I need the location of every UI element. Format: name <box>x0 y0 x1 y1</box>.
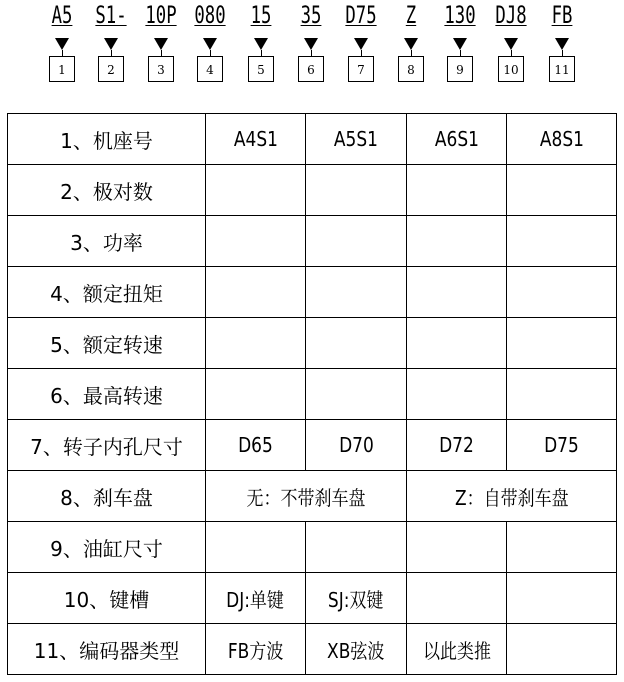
table-cell <box>507 318 617 369</box>
table-cell <box>206 522 306 573</box>
down-arrow-icon <box>254 38 268 50</box>
merged-cell <box>206 471 407 522</box>
table-cell <box>306 267 407 318</box>
table-cell <box>206 114 306 165</box>
spec-table <box>7 113 617 675</box>
merged-cell <box>407 471 617 522</box>
code-text: A5 <box>51 1 73 29</box>
table-cell <box>407 216 507 267</box>
table-cell <box>507 624 617 675</box>
row-label: 6、最高转速 <box>8 369 206 420</box>
row-label: 8、刹车盘 <box>8 471 206 522</box>
table-row <box>8 624 617 675</box>
table-cell <box>507 267 617 318</box>
table-cell <box>407 624 507 675</box>
row-label: 2、极对数 <box>8 165 206 216</box>
table-cell <box>407 369 507 420</box>
table-cell <box>306 420 407 471</box>
table-cell <box>306 114 407 165</box>
down-arrow-icon <box>453 38 467 50</box>
table-cell <box>306 573 407 624</box>
cell-text: FB方波 <box>227 638 284 663</box>
code-segment-6 <box>286 0 336 82</box>
table-cell <box>407 165 507 216</box>
down-arrow-icon <box>354 38 368 50</box>
code-segment-4 <box>185 0 235 82</box>
row-label: 7、转子内孔尺寸 <box>8 420 206 471</box>
table-cell <box>206 165 306 216</box>
table-row <box>8 165 617 216</box>
table-row <box>8 318 617 369</box>
down-arrow-icon <box>555 38 569 50</box>
table-row <box>8 573 617 624</box>
table-cell <box>206 267 306 318</box>
row-label: 3、功率 <box>8 216 206 267</box>
table-cell <box>306 522 407 573</box>
code-text: Z <box>405 1 417 29</box>
table-cell <box>507 165 617 216</box>
cell-text: SJ:双键 <box>328 587 384 612</box>
code-index-box: 3 <box>148 56 174 82</box>
cell-text: D70 <box>338 433 374 457</box>
code-index-box: 9 <box>447 56 473 82</box>
code-segment-2 <box>86 0 136 82</box>
table-cell <box>206 216 306 267</box>
table-cell <box>306 216 407 267</box>
down-arrow-icon <box>504 38 518 50</box>
table-row <box>8 471 617 522</box>
table-row <box>8 216 617 267</box>
code-index-box: 1 <box>49 56 75 82</box>
table-cell <box>507 369 617 420</box>
code-index-box: 5 <box>248 56 274 82</box>
table-cell <box>507 114 617 165</box>
table-cell <box>507 216 617 267</box>
table-cell <box>407 114 507 165</box>
model-code-legend <box>0 0 624 100</box>
table-cell <box>206 624 306 675</box>
code-text: FB <box>551 1 573 29</box>
table-cell <box>407 267 507 318</box>
cell-text: A6S1 <box>434 127 479 151</box>
code-text: S1- <box>95 1 127 29</box>
down-arrow-icon <box>104 38 118 50</box>
code-index-box: 10 <box>498 56 524 82</box>
row-label: 11、编码器类型 <box>8 624 206 675</box>
table-cell <box>206 318 306 369</box>
table-cell <box>407 318 507 369</box>
cell-text: A5S1 <box>333 127 379 151</box>
code-text: D75 <box>345 1 377 29</box>
table-row <box>8 420 617 471</box>
table-cell <box>407 573 507 624</box>
code-segment-11 <box>537 0 587 82</box>
table-row <box>8 114 617 165</box>
code-text: 130 <box>444 1 476 29</box>
cell-text: 以此类推 <box>422 638 491 663</box>
code-segment-5 <box>236 0 286 82</box>
cell-text: D75 <box>544 433 579 457</box>
row-label: 4、额定扭矩 <box>8 267 206 318</box>
table-row <box>8 267 617 318</box>
table-cell <box>306 318 407 369</box>
down-arrow-icon <box>203 38 217 50</box>
down-arrow-icon <box>154 38 168 50</box>
cell-text: 无：不带刹车盘 <box>246 485 366 510</box>
code-text: 15 <box>250 1 272 29</box>
code-segment-8 <box>386 0 436 82</box>
code-text: 35 <box>300 1 322 29</box>
code-index-box: 11 <box>549 56 575 82</box>
cell-text: DJ:单键 <box>226 587 285 612</box>
code-text: 10P <box>145 1 177 29</box>
code-segment-9 <box>435 0 485 82</box>
table-cell <box>206 369 306 420</box>
code-segment-3 <box>136 0 186 82</box>
code-segment-7 <box>336 0 386 82</box>
row-label: 9、油缸尺寸 <box>8 522 206 573</box>
code-segment-10 <box>486 0 536 82</box>
cell-text: D72 <box>439 433 474 457</box>
code-text: 080 <box>194 1 226 29</box>
code-text: DJ8 <box>495 1 527 29</box>
table-cell <box>507 522 617 573</box>
table-cell <box>507 573 617 624</box>
row-label: 10、键槽 <box>8 573 206 624</box>
code-index-box: 4 <box>197 56 223 82</box>
row-label: 1、机座号 <box>8 114 206 165</box>
cell-text: Z：自带刹车盘 <box>454 485 569 510</box>
table-cell <box>407 522 507 573</box>
table-cell <box>306 369 407 420</box>
table-cell <box>206 573 306 624</box>
table-cell <box>306 624 407 675</box>
code-index-box: 6 <box>298 56 324 82</box>
table-row <box>8 522 617 573</box>
table-cell <box>407 420 507 471</box>
table-cell <box>206 420 306 471</box>
down-arrow-icon <box>404 38 418 50</box>
down-arrow-icon <box>304 38 318 50</box>
row-label: 5、额定转速 <box>8 318 206 369</box>
code-index-box: 2 <box>98 56 124 82</box>
cell-text: XB弦波 <box>327 638 385 663</box>
table-cell <box>507 420 617 471</box>
cell-text: A4S1 <box>233 127 278 151</box>
code-index-box: 8 <box>398 56 424 82</box>
code-segment-1 <box>37 0 87 82</box>
table-cell <box>306 165 407 216</box>
cell-text: A8S1 <box>539 127 584 151</box>
code-index-box: 7 <box>348 56 374 82</box>
table-row <box>8 369 617 420</box>
down-arrow-icon <box>55 38 69 50</box>
cell-text: D65 <box>238 433 273 457</box>
